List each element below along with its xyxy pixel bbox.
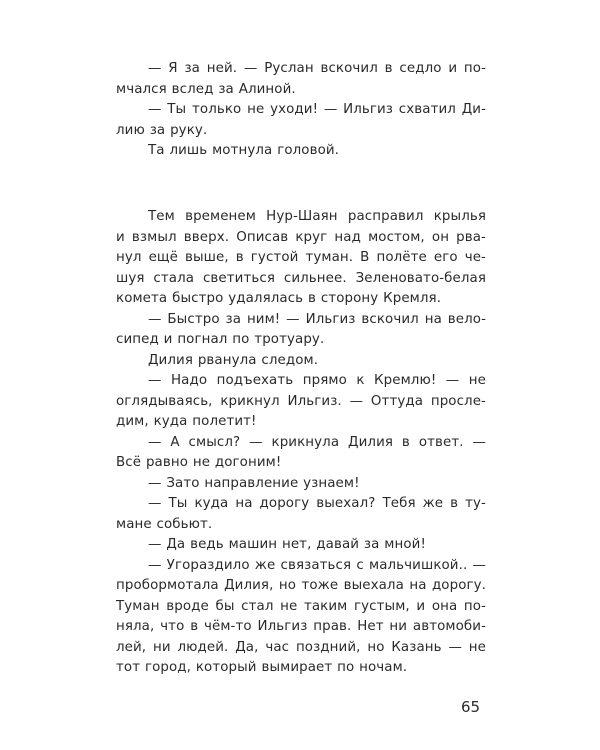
text-line: нул ещё выше, в густой туман. В полёте его че- — [116, 250, 486, 265]
text-line: Дилия рванула следом. — [148, 352, 319, 368]
text-line: — Быстро за ним! — Ильгиз вскочил на вело- — [148, 311, 486, 327]
text-line: — Ты куда на дорогу выехал? Тебя же в ту- — [148, 496, 486, 511]
paragraph — [116, 494, 486, 535]
text-line: шуя стала светиться сильнее. Зеленовато-белая — [116, 270, 486, 286]
text-line: тот город, который вымирает по ночам. — [116, 660, 408, 675]
text-line: — А смысл? — крикнула Дилия в ответ. — — [148, 434, 486, 450]
paragraph — [116, 351, 486, 372]
text-line: лию за руку. — [116, 122, 208, 138]
text-block-top — [116, 59, 486, 162]
text-line: мчался вслед за Алиной. — [116, 81, 296, 97]
text-line: няла, что в чём-то Ильгиз прав. Нет ни автомоби- — [116, 619, 486, 634]
paragraph — [116, 310, 486, 351]
text-line: оглядываясь, крикнул Ильгиз. — Оттуда просле- — [116, 393, 486, 409]
paragraph — [116, 433, 486, 474]
text-line: — Угораздило же связаться с мальчишкой.. — — [148, 557, 486, 573]
text-line: Та лишь мотнула головой. — [148, 143, 340, 158]
text-block-main — [116, 207, 486, 679]
paragraph — [116, 59, 486, 100]
paragraph — [116, 100, 486, 141]
text-line: Туман вроде бы стал не таким густым, и она по- — [116, 598, 486, 614]
text-line: комета быстро удалялась в сторону Кремля. — [116, 291, 442, 306]
paragraph — [116, 141, 486, 162]
text-line: и взмыл вверх. Описав круг над мостом, он рва- — [116, 229, 486, 245]
text-line: дим, куда полетит! — [116, 414, 257, 429]
text-line: Всё равно не догоним! — [116, 455, 282, 470]
text-line: Тем временем Нур-Шаян расправил крылья — [148, 209, 486, 224]
paragraph — [116, 207, 486, 310]
text-line: — Да ведь машин нет, давай за мной! — [148, 537, 426, 552]
text-line: — Я за ней. — Руслан вскочил в седло и по- — [148, 61, 486, 76]
text-line: лей, ни людей. Да, час поздний, но Казань — не — [116, 639, 486, 655]
text-line: сипед и погнал по тротуару. — [116, 332, 325, 347]
text-line: — Надо подъехать прямо к Кремлю! — не — [148, 373, 486, 388]
paragraph — [116, 371, 486, 433]
page-number: 65 — [461, 698, 481, 716]
text-line: мане собьют. — [116, 516, 213, 532]
text-line: — Зато направление узнаем! — [148, 475, 360, 491]
paragraph — [116, 535, 486, 556]
text-line: пробормотала Дилия, но тоже выехала на дорогу. — [116, 578, 486, 593]
paragraph — [116, 556, 486, 679]
paragraph — [116, 474, 486, 495]
text-line: — Ты только не уходи! — Ильгиз схватил Ди- — [148, 102, 486, 117]
